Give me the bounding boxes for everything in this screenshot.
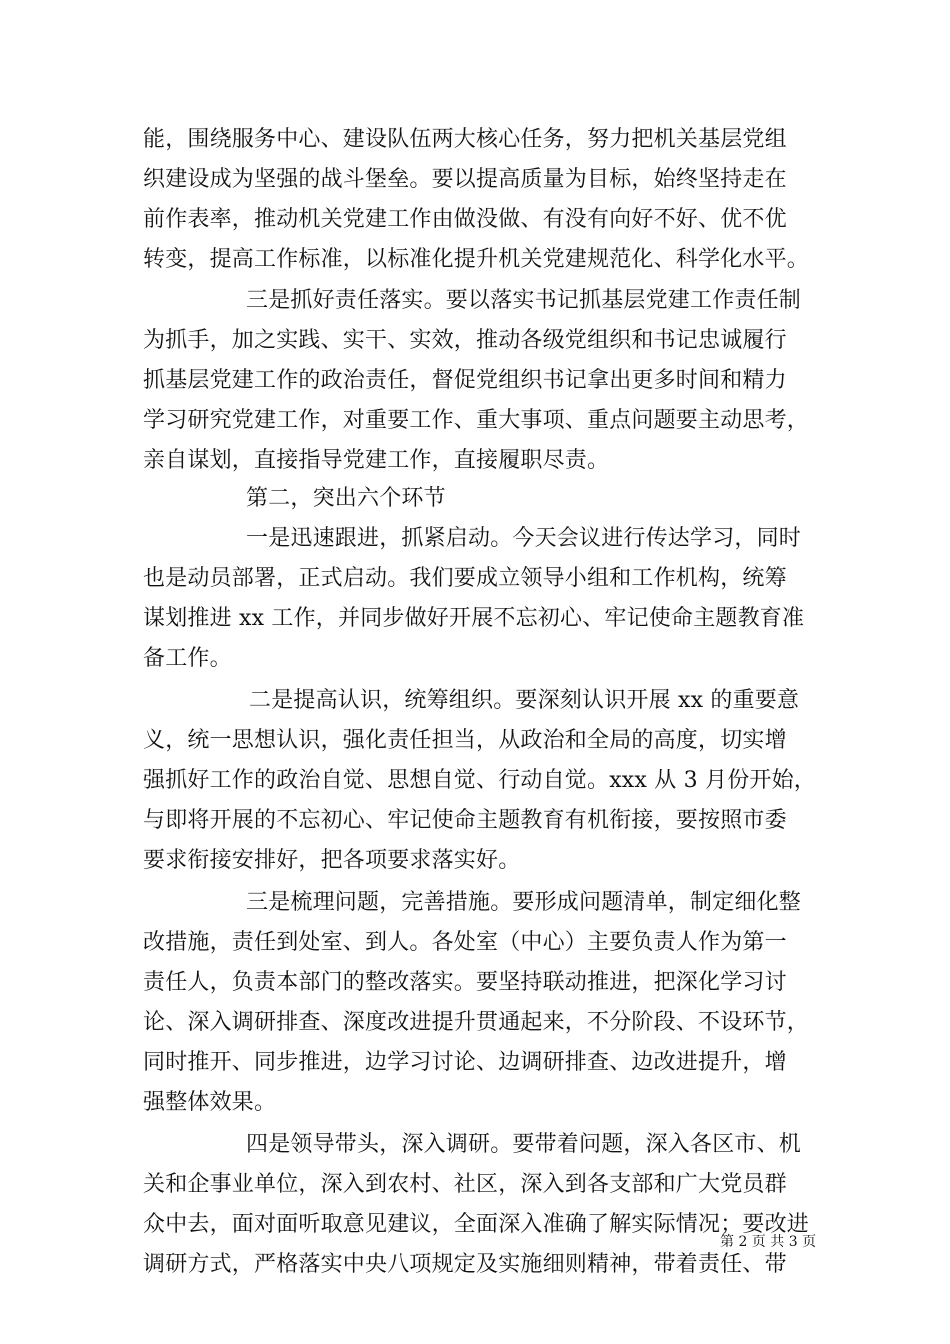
paragraph-start-line: 一是迅速跟进，抓紧启动。今天会议进行传达学习，同时 [246, 526, 802, 551]
body-line: 转变，提高工作标准，以标准化提升机关党建规范化、科学化水平。 [143, 247, 810, 272]
body-line: 强抓好工作的政治自觉、思想自觉、行动自觉。xxx 从 3 月份开始， [143, 768, 817, 793]
body-line: 学习研究党建工作，对重要工作、重大事项、重点问题要主动思考， [143, 408, 810, 433]
body-line: 亲自谋划，直接指导党建工作，直接履职尽责。 [143, 448, 610, 473]
paragraph-start-line: 二是提高认识，统筹组织。要深刻认识开展 xx 的重要意 [249, 688, 800, 713]
body-line: 关和企事业单位，深入到农村、社区，深入到各支部和广大党员群 [143, 1172, 787, 1197]
paragraph-start-line: 三是梳理问题，完善措施。要形成问题清单，制定细化整 [246, 890, 802, 915]
body-line: 责任人，负责本部门的整改落实。要坚持联动推进，把深化学习讨 [143, 970, 787, 995]
section-heading: 第二，突出六个环节 [246, 486, 446, 511]
paragraph-start-line: 四是领导带头，深入调研。要带着问题，深入各区市、机 [246, 1132, 802, 1157]
body-line: 能，围绕服务中心、建设队伍两大核心任务，努力把机关基层党组 [143, 127, 787, 152]
body-line: 要求衔接安排好，把各项要求落实好。 [143, 848, 521, 873]
body-line: 与即将开展的不忘初心、牢记使命主题教育有机衔接，要按照市委 [143, 808, 787, 833]
body-line: 也是动员部署，正式启动。我们要成立领导小组和工作机构，统筹 [143, 566, 787, 591]
body-line: 论、深入调研排查、深度改进提升贯通起来，不分阶段、不设环节， [143, 1010, 810, 1035]
page-number: 第 2 页 共 3 页 [720, 1234, 817, 1250]
body-line: 改措施，责任到处室、到人。各处室（中心）主要负责人作为第一 [143, 930, 787, 955]
body-line: 众中去，面对面听取意见建议，全面深入准确了解实际情况；要改进 [143, 1212, 810, 1237]
body-line: 强整体效果。 [143, 1090, 277, 1115]
body-line: 谋划推进 xx 工作，并同步做好开展不忘初心、牢记使命主题教育准 [143, 606, 805, 631]
body-line: 前作表率，推动机关党建工作由做没做、有没有向好不好、优不优 [143, 207, 787, 232]
body-line: 织建设成为坚强的战斗堡垒。要以提高质量为目标，始终坚持走在 [143, 167, 787, 192]
body-line: 义，统一思想认识，强化责任担当，从政治和全局的高度，切实增 [143, 728, 787, 753]
body-line: 同时推开、同步推进，边学习讨论、边调研排查、边改进提升，增 [143, 1050, 787, 1075]
body-line: 为抓手，加之实践、实干、实效，推动各级党组织和书记忠诚履行 [143, 328, 787, 353]
paragraph-start-line: 三是抓好责任落实。要以落实书记抓基层党建工作责任制 [246, 288, 802, 313]
body-line: 抓基层党建工作的政治责任，督促党组织书记拿出更多时间和精力 [143, 368, 787, 393]
body-line: 备工作。 [143, 646, 232, 671]
body-line: 调研方式，严格落实中央八项规定及实施细则精神，带着责任、带 [143, 1252, 787, 1277]
